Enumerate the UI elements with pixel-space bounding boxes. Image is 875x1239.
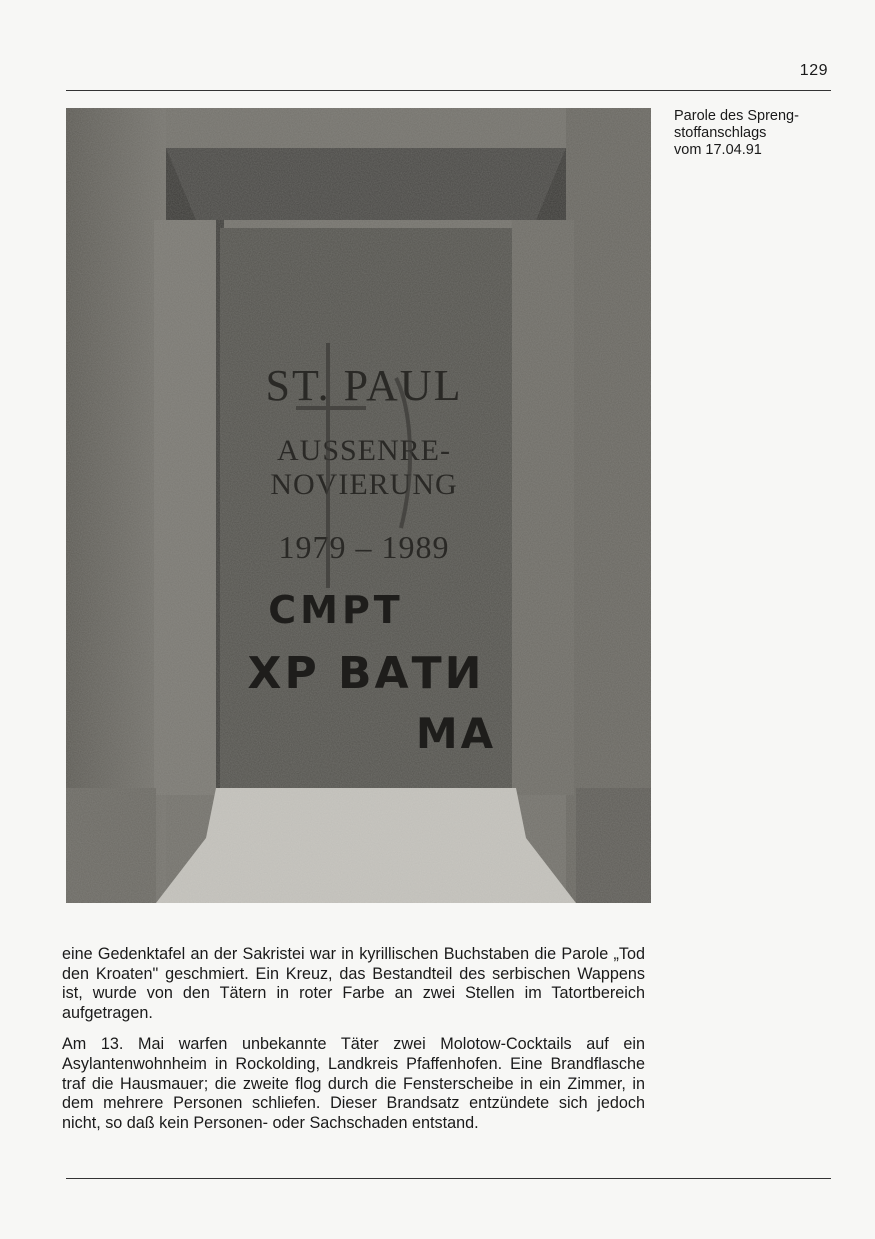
top-rule — [66, 90, 831, 91]
page-number: 129 — [799, 62, 828, 79]
caption-line-2: stoffanschlags — [674, 125, 767, 141]
plaque-line-4: 1979 – 1989 — [278, 529, 450, 565]
paragraph-1: eine Gedenktafel an der Sakristei war in kyrillischen Buchstaben die Parole „Tod den Kroaten" geschmiert. Ein Kreuz, das Bestandteil des serbischen Wappens ist, wurde von den Tätern in roter Farbe an zwei Stellen im Tatortbereich aufgetragen. — [62, 945, 645, 1022]
paragraph-2: Am 13. Mai warfen unbekannte Täter zwei Molotow-Cocktails auf ein Asylantenwohnheim in Rockolding, Landkreis Pfaffenhofen. Eine Brandflasche traf die Hausmauer; die zweite flog durch die Fensterscheibe in ein Zimmer, in dem mehrere Personen schliefen. Dieser Brandsatz entzündete sich jedoch nicht, so daß kein Personen- oder Sachschaden entstand. — [62, 1035, 645, 1132]
bottom-rule — [66, 1178, 831, 1179]
caption-line-3: vom 17.04.91 — [674, 142, 762, 158]
photo-memorial-plaque — [66, 108, 651, 903]
plaque-line-2: AUSSENRE- — [276, 434, 452, 467]
body-text — [62, 945, 645, 1145]
graffiti-line-3: МА — [415, 709, 497, 758]
graffiti-line-2: ХР ВАТИ — [247, 648, 485, 699]
graffiti-line-1: СМРТ — [268, 588, 404, 632]
caption-line-1: Parole des Spreng- — [674, 108, 799, 124]
plaque-line-1: ST. PAUL — [265, 361, 463, 410]
plaque-line-3: NOVIERUNG — [270, 468, 458, 501]
photo-caption — [674, 108, 844, 159]
